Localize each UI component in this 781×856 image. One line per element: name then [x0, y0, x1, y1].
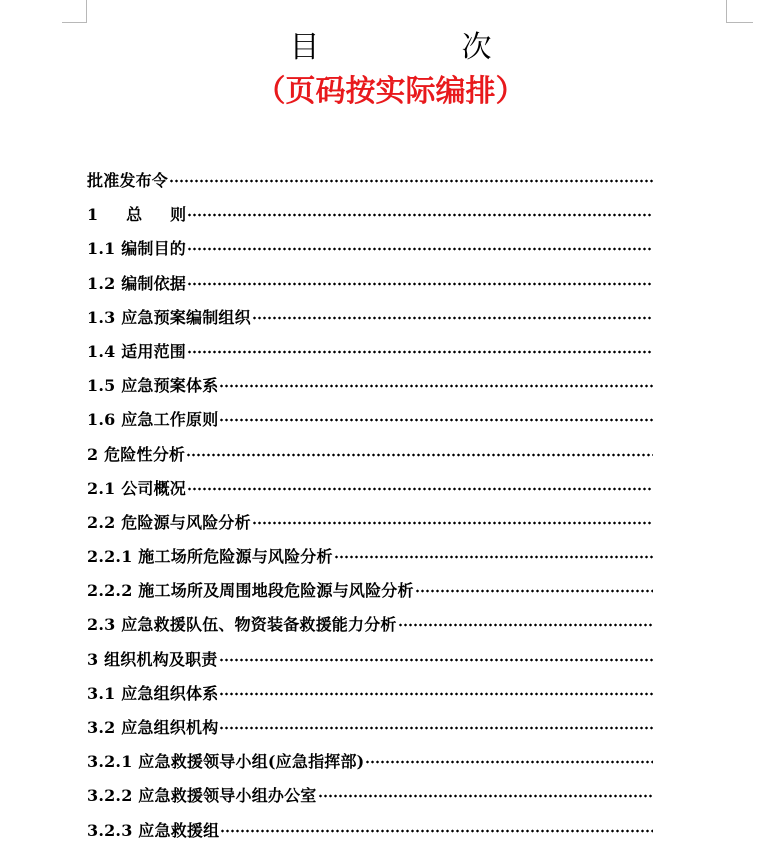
toc-entry[interactable] — [87, 267, 657, 301]
toc-entry-label: 批准发布令 — [87, 171, 169, 190]
toc-entry-label: 1.4 适用范围 — [87, 341, 187, 361]
toc-entry-label: 2.2.2 施工场所及周围地段危险源与风险分析 — [87, 581, 414, 601]
toc-entry[interactable] — [87, 301, 657, 335]
toc-entry-label: 2 危险性分析 — [87, 444, 186, 464]
page-number-note: （页码按实际编排） — [255, 74, 526, 109]
toc-entry-label: 1 总 则 — [87, 205, 187, 225]
toc-entry[interactable] — [87, 574, 657, 608]
toc-entry[interactable] — [87, 643, 657, 677]
toc-entry[interactable] — [87, 335, 657, 369]
toc-entry[interactable] — [87, 711, 657, 745]
toc-entry-label: 3.1 应急组织体系 — [87, 683, 219, 703]
toc-dot-leader — [220, 829, 653, 833]
toc-entry-label: 2.2 危险源与风险分析 — [87, 512, 251, 532]
toc-entry[interactable] — [87, 164, 657, 198]
toc-dot-leader — [219, 384, 653, 388]
toc-entry-label: 3.2.2 应急救援领导小组办公室 — [87, 786, 317, 806]
toc-entry[interactable] — [87, 814, 657, 848]
page-corner-mark-left — [62, 0, 87, 23]
toc-dot-leader — [252, 521, 653, 525]
toc-entry[interactable] — [87, 472, 657, 506]
toc-entry-label: 2.1 公司概况 — [87, 478, 187, 498]
toc-entry[interactable] — [87, 198, 657, 232]
toc-dot-leader — [187, 282, 653, 286]
toc-entry-label: 3.2.1 应急救援领导小组(应急指挥部) — [87, 752, 365, 772]
toc-entry-label: 1.3 应急预案编制组织 — [87, 307, 251, 327]
toc-entry-label: 3.2 应急组织机构 — [87, 718, 219, 737]
toc-title — [0, 28, 781, 68]
toc-entry[interactable] — [87, 506, 657, 540]
toc-dot-leader — [187, 487, 653, 491]
toc-entry[interactable] — [87, 232, 657, 266]
toc-dot-leader — [187, 213, 653, 217]
toc-dot-leader — [219, 726, 653, 730]
toc-dot-leader — [398, 623, 653, 627]
toc-dot-leader — [252, 316, 653, 320]
toc-entry-label: 1.2 编制依据 — [87, 273, 187, 293]
toc-entry-label: 2.3 应急救援队伍、物资装备救援能力分析 — [87, 615, 397, 635]
toc-entry[interactable] — [87, 779, 657, 813]
toc-entry[interactable] — [87, 745, 657, 779]
toc-dot-leader — [187, 247, 653, 251]
toc-entry-label: 3 组织机构及职责 — [87, 649, 218, 669]
toc-entry-label: 1.5 应急预案体系 — [87, 376, 219, 396]
toc-dot-leader — [187, 350, 653, 354]
toc-title-first-char: 目 — [289, 30, 320, 65]
toc-dot-leader — [415, 589, 653, 593]
toc-entry[interactable] — [87, 608, 657, 642]
toc-entry-label: 2.2.1 施工场所危险源与风险分析 — [87, 547, 333, 567]
toc-dot-leader — [219, 692, 653, 696]
toc-dot-leader — [186, 453, 653, 457]
toc-entry[interactable] — [87, 403, 657, 437]
toc-dot-leader — [334, 555, 653, 559]
table-of-contents — [87, 164, 657, 848]
toc-entry-label: 1.6 应急工作原则 — [87, 410, 219, 430]
toc-title-second-char: 次 — [461, 30, 492, 65]
toc-dot-leader — [219, 418, 653, 422]
toc-entry[interactable] — [87, 369, 657, 403]
toc-entry[interactable] — [87, 540, 657, 574]
toc-dot-leader — [219, 658, 653, 662]
toc-dot-leader — [169, 179, 653, 183]
toc-entry-label: 1.1 编制目的 — [87, 239, 187, 259]
toc-entry-label: 3.2.3 应急救援组 — [87, 820, 220, 840]
toc-dot-leader — [318, 794, 653, 798]
toc-dot-leader — [365, 760, 653, 764]
toc-entry[interactable] — [87, 677, 657, 711]
toc-entry[interactable] — [87, 438, 657, 472]
page-corner-mark-right — [726, 0, 753, 23]
